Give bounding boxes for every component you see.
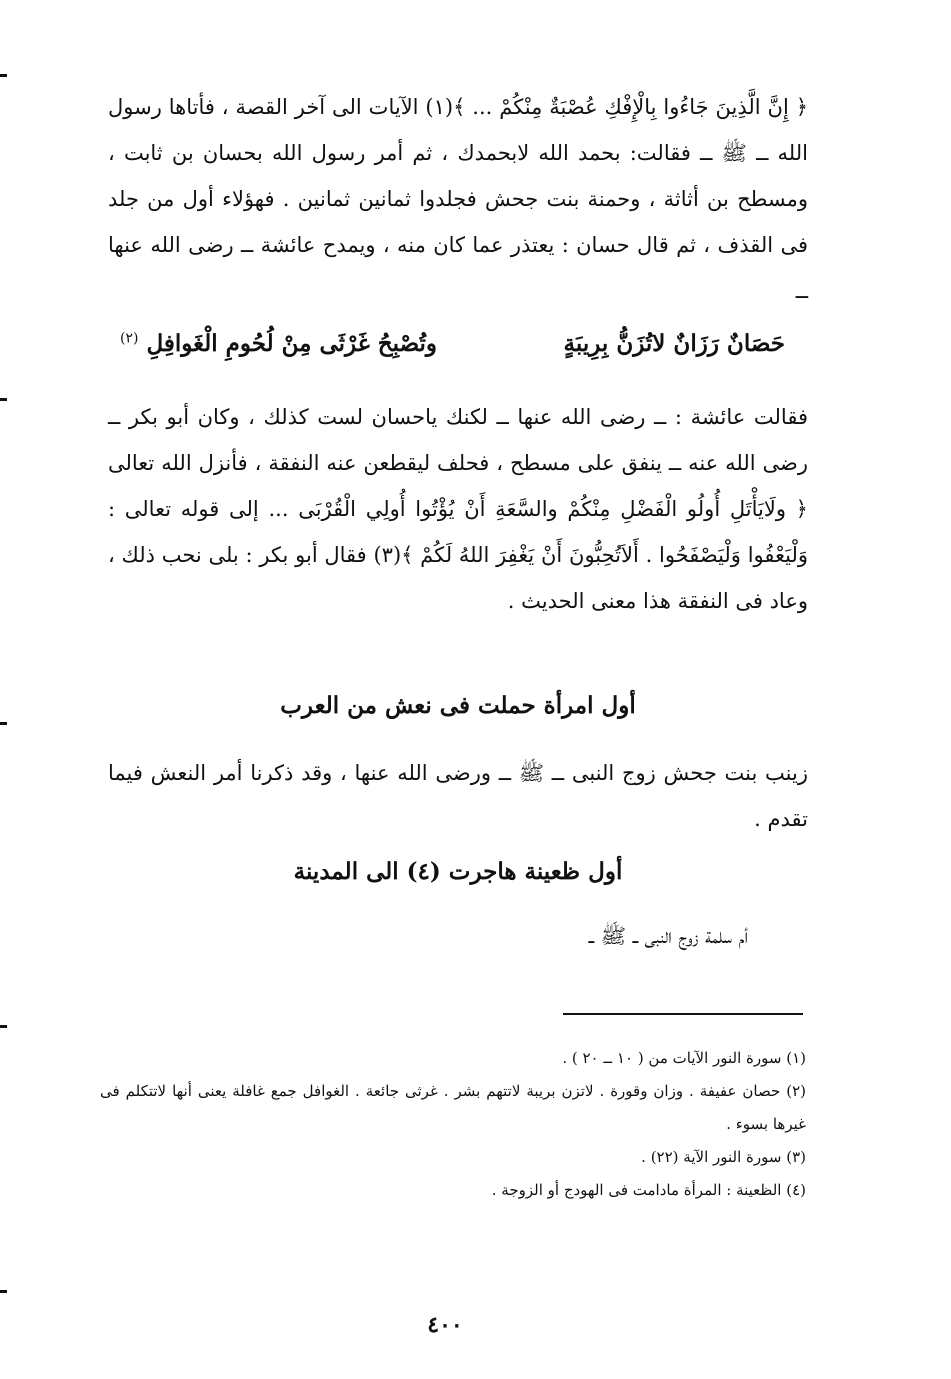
margin-mark: [0, 74, 7, 77]
margin-mark: [0, 1025, 7, 1028]
paragraph-aisha-response: فقالت عائشة : ــ رضى الله عنها ــ لكنك ياحسان لست كذلك ، وكان أبو بكر ــ رضى الله عنه ــ ينفق على مسطح ، فحلف ليقطعن عنه النفقة ، فأنزل الله تعالى ﴿ ولَايَأْتَلِ أُولُو الْفَضْلِ مِنْكُمْ والسَّعَةِ أَنْ يُؤْتُوا أُولِي الْقُرْبَى ... إلى قوله تعالى : وَلْيَعْفُوا وَلْيَصْفَحُوا . أَلاَتُحِبُّونَ أَنْ يَغْفِرَ اللهُ لَكُمْ ﴾(٣) فقال أبو بكر : بلى نحب ذلك ، وعاد فى النفقة هذا معنى الحديث .: [108, 405, 809, 613]
paragraph-umm-salama: أم سلمة زوج النبى ــ ﷺ ــ: [588, 924, 748, 948]
footnote-2: (٢) حصان عفيفة . وزان وقورة . لاتزن بريبة لاتتهم بشر . غرثى جائعة . الغوافل جمع غافلة يعنى أنها لاتتكلم فى غيرها بسوء .: [100, 1082, 806, 1133]
footnote-1: (١) سورة النور الآيات من ( ١٠ ــ ٢٠ ) .: [562, 1049, 806, 1067]
paragraph-zaynab: زينب بنت جحش زوج النبى ــ ﷺ ــ ورضى الله عنها ، وقد ذكرنا أمر النعش فيما تقدم .: [108, 761, 808, 831]
margin-mark: [0, 722, 7, 725]
footnote-4: (٤) الظعينة : المرأة مادامت فى الهودج أو الزوجة .: [491, 1181, 806, 1199]
poem-footnote-marker: (٢): [120, 330, 139, 347]
margin-mark: [0, 398, 7, 401]
page-number: ٤٠٠: [427, 1312, 463, 1338]
poem-second-hemistich-text: وتُصْبِحُ غَرْثَى مِنْ لُحُومِ الْغَوافِلِ: [146, 330, 438, 357]
section-heading-first-migrant: أول ظعينة هاجرت (٤) الى المدينة: [293, 858, 623, 885]
poem-verse: [120, 330, 785, 357]
footnotes: [100, 1042, 806, 1207]
poem-second-hemistich: [120, 330, 437, 357]
footnote-3: (٣) سورة النور الآية (٢٢) .: [641, 1148, 806, 1166]
footnote-divider: [563, 1013, 803, 1015]
margin-mark: [0, 1290, 7, 1293]
section-heading-first-woman: أول امرأة حملت فى نعش من العرب: [280, 692, 636, 719]
paragraph-intro: ﴿ إِنَّ الَّذِينَ جَاءُوا بِالْإِفْكِ عُصْبَةٌ مِنْكُمْ ... ﴾(١) الآيات الى آخر القصة ، فأتاها رسول الله ــ ﷺ ــ فقالت: بحمد الله لابحمدك ، ثم أمر رسول الله بحسان بن ثابت ، ومسطح بن أثاثة ، وحمنة بنت جحش فجلدوا ثمانين ثمانين . فهؤلاء أول من جلد فى القذف ، ثم قال حسان : يعتذر عما كان منه ، ويمدح عائشة ــ رضى الله عنها ــ: [108, 95, 808, 303]
poem-first-hemistich: حَصَانٌ رَزَانٌ لاتُزَنُّ بِرِيبَةٍ: [563, 330, 785, 357]
